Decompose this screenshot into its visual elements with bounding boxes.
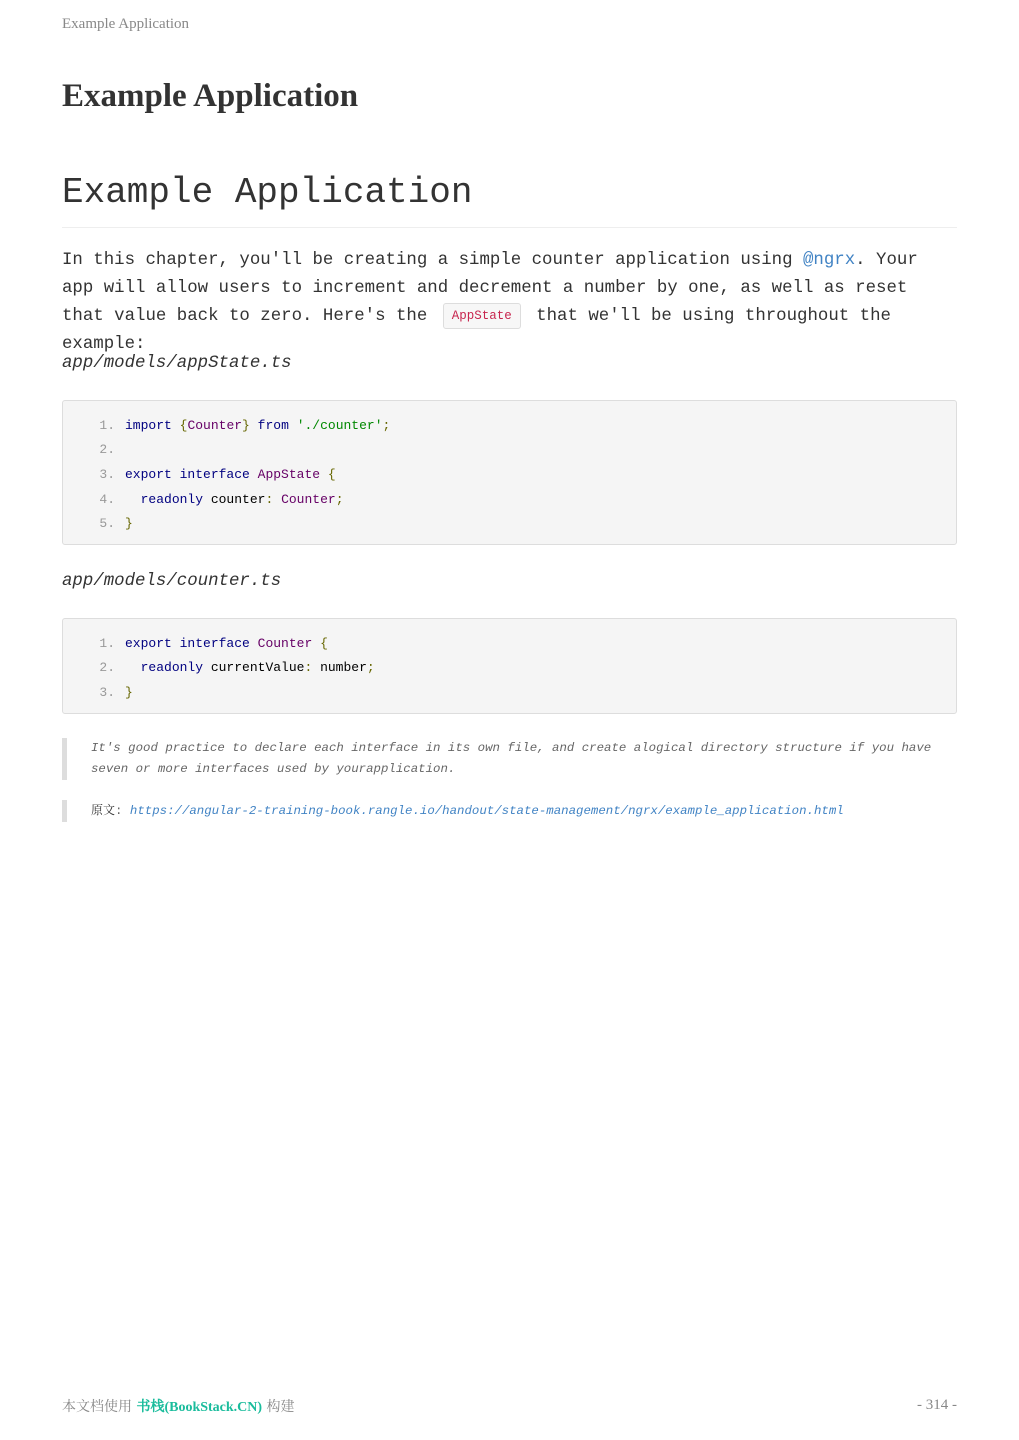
line-number: 3. bbox=[99, 466, 115, 482]
code-text bbox=[125, 467, 336, 482]
line-number: 3. bbox=[99, 684, 115, 700]
section-title: Example Application bbox=[62, 172, 957, 228]
code-token: interface bbox=[179, 466, 250, 482]
code-token: Counter bbox=[257, 635, 313, 651]
code-text bbox=[125, 516, 133, 531]
bookstack-link[interactable]: 书栈(BookStack.CN) bbox=[136, 1400, 263, 1415]
code-text bbox=[125, 492, 344, 507]
code-token: } bbox=[125, 516, 133, 532]
code-line bbox=[63, 656, 956, 681]
code-token: { bbox=[327, 466, 336, 482]
code-token: ; bbox=[335, 491, 344, 507]
line-number: 5. bbox=[99, 516, 115, 532]
intro-text-after-link: . Your app will allow users to increment and decrement a number by one, as well as reset that value back to zero. Here's the bbox=[62, 251, 918, 326]
line-number: 1. bbox=[99, 635, 115, 651]
code-token bbox=[250, 636, 258, 651]
code-token: AppState bbox=[257, 466, 321, 482]
code-line bbox=[63, 438, 956, 463]
code-token: currentValue bbox=[203, 660, 305, 676]
code-token bbox=[250, 418, 258, 433]
line-number: 2. bbox=[99, 660, 115, 676]
code-text bbox=[125, 660, 375, 675]
code-line bbox=[63, 511, 956, 536]
source-label: 原文 bbox=[91, 803, 116, 817]
code-token bbox=[289, 418, 297, 433]
code-token: './counter' bbox=[296, 417, 383, 433]
code-text bbox=[125, 636, 328, 651]
ngrx-link[interactable]: @ngrx bbox=[802, 251, 856, 270]
source-url-link[interactable]: https://angular-2-training-book.rangle.io/handout/state-management/ngrx/example_application.html bbox=[129, 804, 844, 818]
file-label-appstate: app/models/appState.ts bbox=[62, 354, 292, 373]
code-line bbox=[63, 462, 956, 487]
document-title: Example Application bbox=[62, 78, 359, 114]
footer-credit bbox=[62, 1396, 295, 1416]
line-number: 2. bbox=[99, 442, 115, 458]
code-token: import bbox=[125, 417, 172, 433]
intro-text-end: that we'll be using throughout the example: bbox=[62, 307, 891, 354]
code-text bbox=[125, 418, 390, 433]
code-token bbox=[172, 418, 180, 433]
code-token: from bbox=[257, 417, 289, 433]
code-token: } bbox=[125, 684, 133, 700]
line-number: 1. bbox=[99, 417, 115, 433]
code-token bbox=[172, 467, 180, 482]
code-token bbox=[273, 492, 281, 507]
code-text bbox=[125, 685, 133, 700]
source-separator: : bbox=[115, 804, 130, 818]
file-label-counter: app/models/counter.ts bbox=[62, 572, 282, 591]
footer-suffix: 构建 bbox=[262, 1399, 295, 1415]
code-token: { bbox=[320, 635, 328, 651]
code-block-appstate bbox=[62, 400, 957, 545]
code-token: readonly bbox=[140, 660, 204, 676]
code-block-counter bbox=[62, 618, 957, 714]
code-token bbox=[172, 636, 180, 651]
source-blockquote bbox=[62, 800, 957, 822]
code-token bbox=[320, 467, 328, 482]
code-line bbox=[63, 413, 956, 438]
code-token: readonly bbox=[140, 491, 204, 507]
page-number: - 314 - bbox=[917, 1397, 957, 1413]
code-line bbox=[63, 631, 956, 656]
code-line bbox=[63, 680, 956, 705]
code-token bbox=[250, 467, 258, 482]
tip-text: It's good practice to declare each interface in its own file, and create alogical directory structure if you have seven or more interfaces used by yourapplication. bbox=[91, 741, 932, 776]
code-token: : bbox=[304, 660, 313, 676]
code-token: ; bbox=[382, 417, 391, 433]
code-token: counter bbox=[203, 491, 266, 507]
code-token: ; bbox=[366, 660, 375, 676]
code-token: : bbox=[265, 491, 274, 507]
intro-text-before-link: In this chapter, you'll be creating a simple counter application using bbox=[62, 251, 803, 270]
code-token: export bbox=[125, 635, 172, 651]
appstate-inline-code: AppState bbox=[443, 303, 521, 329]
code-token: } bbox=[242, 417, 250, 433]
intro-paragraph bbox=[62, 247, 957, 359]
code-token: Counter bbox=[281, 491, 336, 507]
code-token: Counter bbox=[187, 417, 243, 433]
running-header: Example Application bbox=[62, 16, 190, 32]
code-token bbox=[125, 492, 141, 507]
tip-blockquote bbox=[62, 738, 957, 780]
code-token bbox=[312, 636, 320, 651]
code-token: number bbox=[312, 660, 367, 676]
footer-prefix: 本文档使用 bbox=[62, 1399, 137, 1415]
code-token: { bbox=[179, 417, 188, 433]
line-number: 4. bbox=[99, 491, 115, 507]
code-token bbox=[125, 660, 141, 675]
code-token: export bbox=[125, 466, 172, 482]
code-token: interface bbox=[179, 635, 250, 651]
code-line bbox=[63, 487, 956, 512]
